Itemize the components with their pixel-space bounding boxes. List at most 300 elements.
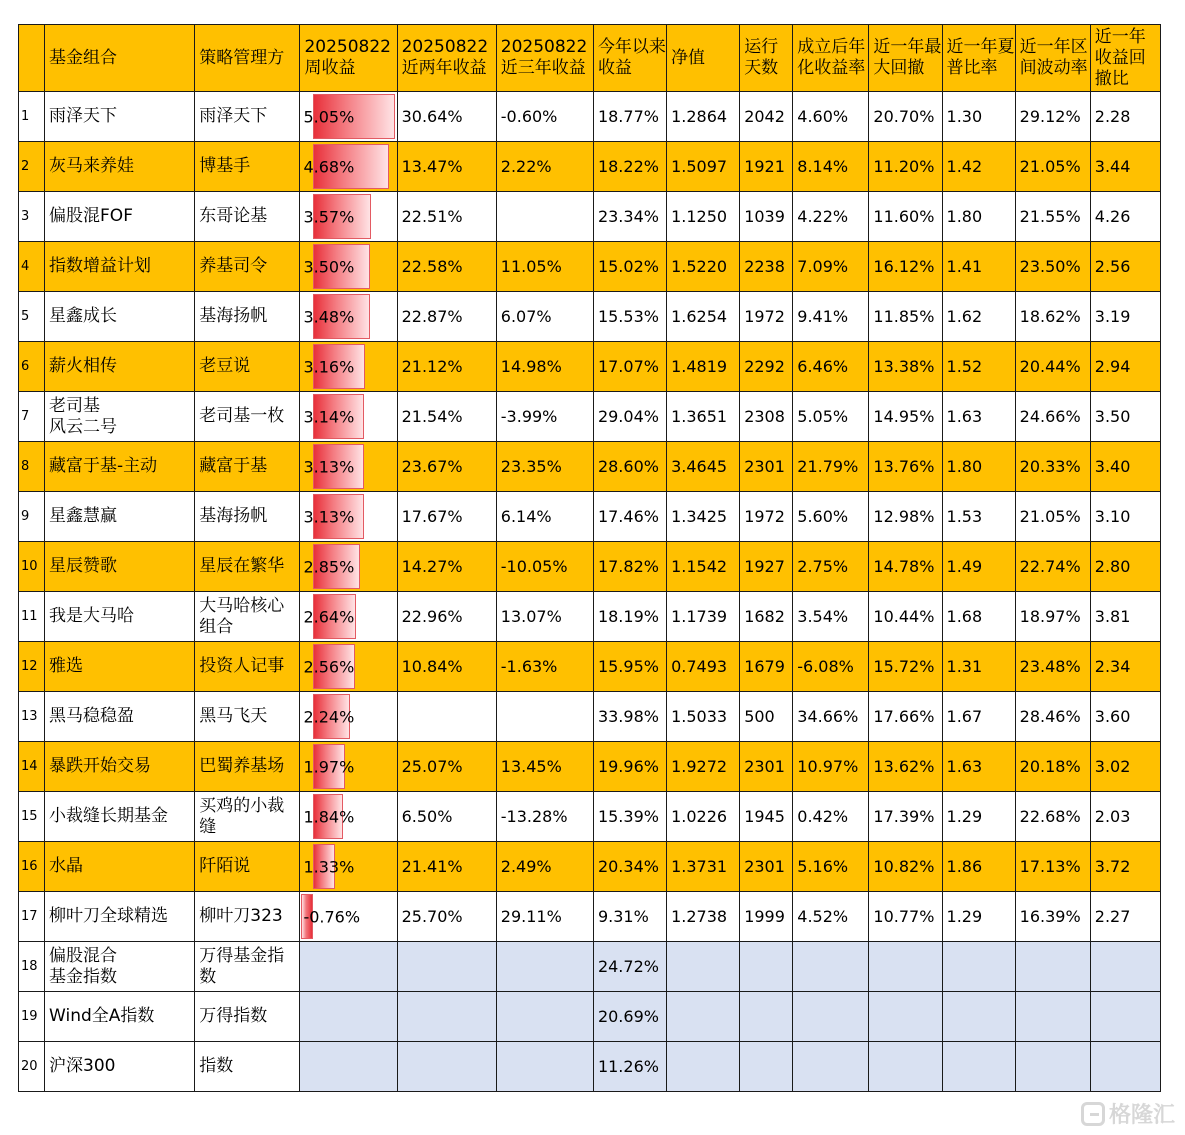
cell-sharpe: 1.86 xyxy=(942,842,1015,892)
cell-sharpe: 1.68 xyxy=(942,592,1015,642)
cell-days xyxy=(740,942,793,992)
weekly-return-cell xyxy=(300,292,397,342)
cell-two-year: 10.84% xyxy=(397,642,496,692)
cell-sharpe: 1.29 xyxy=(942,892,1015,942)
cell-days: 1999 xyxy=(740,892,793,942)
column-header: 近一年收益回撤比 xyxy=(1090,25,1160,92)
cell-days: 2238 xyxy=(740,242,793,292)
row-index: 3 xyxy=(19,192,45,242)
cell-volatility: 21.55% xyxy=(1015,192,1090,242)
cell-max-dd: 14.95% xyxy=(869,392,942,442)
weekly-return-value: 1.33% xyxy=(303,857,355,876)
cell-days: 2292 xyxy=(740,342,793,392)
manager-name: 老司基一枚 xyxy=(195,392,300,442)
cell-max-dd: 17.39% xyxy=(869,792,942,842)
fund-name: 偏股混FOF xyxy=(45,192,195,242)
fund-row xyxy=(19,242,1161,292)
row-index: 2 xyxy=(19,142,45,192)
cell-two-year: 6.50% xyxy=(397,792,496,842)
row-index: 1 xyxy=(19,92,45,142)
row-index: 8 xyxy=(19,442,45,492)
cell-ytd: 18.77% xyxy=(593,92,666,142)
manager-name: 万得指数 xyxy=(195,992,300,1042)
weekly-return-value: 3.13% xyxy=(303,507,355,526)
cell-three-year: 13.07% xyxy=(496,592,593,642)
fund-row xyxy=(19,592,1161,642)
watermark xyxy=(1081,1098,1175,1129)
cell-ytd: 20.34% xyxy=(593,842,666,892)
cell-days: 2301 xyxy=(740,442,793,492)
cell-ret-dd: 3.81 xyxy=(1090,592,1160,642)
cell-ret-dd: 3.10 xyxy=(1090,492,1160,542)
cell-three-year xyxy=(496,942,593,992)
cell-nav: 1.0226 xyxy=(667,792,740,842)
cell-three-year: -0.60% xyxy=(496,92,593,142)
cell-max-dd xyxy=(869,1042,942,1092)
cell-ytd: 17.82% xyxy=(593,542,666,592)
weekly-return-value: 2.24% xyxy=(303,707,355,726)
manager-name: 巴蜀养基场 xyxy=(195,742,300,792)
cell-ret-dd: 3.02 xyxy=(1090,742,1160,792)
column-header: 策略管理方 xyxy=(195,25,300,92)
weekly-return-value: 3.13% xyxy=(303,457,355,476)
cell-two-year: 22.96% xyxy=(397,592,496,642)
cell-annualized: 5.60% xyxy=(793,492,869,542)
cell-two-year: 21.12% xyxy=(397,342,496,392)
cell-ytd: 18.22% xyxy=(593,142,666,192)
fund-row xyxy=(19,392,1161,442)
manager-name: 指数 xyxy=(195,1042,300,1092)
cell-ytd: 9.31% xyxy=(593,892,666,942)
fund-row xyxy=(19,642,1161,692)
cell-ytd: 24.72% xyxy=(593,942,666,992)
cell-ytd: 15.95% xyxy=(593,642,666,692)
cell-nav: 1.2864 xyxy=(667,92,740,142)
manager-name: 黑马飞天 xyxy=(195,692,300,742)
fund-row xyxy=(19,492,1161,542)
weekly-return-cell xyxy=(300,542,397,592)
cell-two-year: 25.70% xyxy=(397,892,496,942)
manager-name: 阡陌说 xyxy=(195,842,300,892)
cell-days: 1927 xyxy=(740,542,793,592)
cell-annualized xyxy=(793,992,869,1042)
fund-performance-table xyxy=(18,24,1161,1092)
cell-days: 2301 xyxy=(740,742,793,792)
fund-row xyxy=(19,442,1161,492)
cell-days: 2042 xyxy=(740,92,793,142)
cell-ret-dd: 2.80 xyxy=(1090,542,1160,592)
fund-row xyxy=(19,792,1161,842)
weekly-return-value: 2.56% xyxy=(303,657,355,676)
weekly-return-cell xyxy=(300,592,397,642)
cell-ret-dd: 2.03 xyxy=(1090,792,1160,842)
cell-sharpe: 1.63 xyxy=(942,392,1015,442)
cell-max-dd: 10.77% xyxy=(869,892,942,942)
cell-days: 1945 xyxy=(740,792,793,842)
fund-row xyxy=(19,742,1161,792)
cell-nav xyxy=(667,942,740,992)
fund-name: Wind全A指数 xyxy=(45,992,195,1042)
cell-two-year: 22.58% xyxy=(397,242,496,292)
cell-days: 2301 xyxy=(740,842,793,892)
cell-three-year xyxy=(496,992,593,1042)
weekly-return-cell xyxy=(300,442,397,492)
cell-ret-dd: 3.19 xyxy=(1090,292,1160,342)
cell-three-year: -1.63% xyxy=(496,642,593,692)
cell-two-year xyxy=(397,1042,496,1092)
cell-sharpe: 1.80 xyxy=(942,192,1015,242)
cell-max-dd: 13.38% xyxy=(869,342,942,392)
cell-volatility xyxy=(1015,942,1090,992)
weekly-return-value: 3.57% xyxy=(303,207,355,226)
cell-volatility: 24.66% xyxy=(1015,392,1090,442)
cell-sharpe: 1.41 xyxy=(942,242,1015,292)
cell-volatility xyxy=(1015,1042,1090,1092)
row-index: 20 xyxy=(19,1042,45,1092)
cell-sharpe: 1.31 xyxy=(942,642,1015,692)
cell-sharpe xyxy=(942,992,1015,1042)
cell-sharpe xyxy=(942,942,1015,992)
cell-volatility: 21.05% xyxy=(1015,492,1090,542)
cell-ret-dd: 2.34 xyxy=(1090,642,1160,692)
cell-ret-dd: 2.28 xyxy=(1090,92,1160,142)
cell-nav: 1.2738 xyxy=(667,892,740,942)
cell-annualized: 34.66% xyxy=(793,692,869,742)
manager-name: 老豆说 xyxy=(195,342,300,392)
row-index: 19 xyxy=(19,992,45,1042)
fund-name: 水晶 xyxy=(45,842,195,892)
cell-nav: 1.3731 xyxy=(667,842,740,892)
cell-ret-dd: 2.94 xyxy=(1090,342,1160,392)
cell-nav: 1.4819 xyxy=(667,342,740,392)
weekly-return-cell xyxy=(300,492,397,542)
cell-three-year xyxy=(496,192,593,242)
fund-name: 小裁缝长期基金 xyxy=(45,792,195,842)
cell-ret-dd: 3.50 xyxy=(1090,392,1160,442)
row-index: 14 xyxy=(19,742,45,792)
cell-three-year: -3.99% xyxy=(496,392,593,442)
fund-row xyxy=(19,192,1161,242)
cell-two-year xyxy=(397,942,496,992)
weekly-return-cell xyxy=(300,842,397,892)
row-index: 11 xyxy=(19,592,45,642)
column-header: 近一年区间波动率 xyxy=(1015,25,1090,92)
weekly-return-value: 3.14% xyxy=(303,407,355,426)
cell-annualized: 5.16% xyxy=(793,842,869,892)
cell-volatility: 16.39% xyxy=(1015,892,1090,942)
cell-sharpe: 1.63 xyxy=(942,742,1015,792)
cell-two-year: 17.67% xyxy=(397,492,496,542)
cell-three-year: 23.35% xyxy=(496,442,593,492)
cell-nav: 0.7493 xyxy=(667,642,740,692)
cell-ytd: 18.19% xyxy=(593,592,666,642)
cell-nav: 1.6254 xyxy=(667,292,740,342)
cell-ytd: 29.04% xyxy=(593,392,666,442)
cell-volatility: 22.68% xyxy=(1015,792,1090,842)
weekly-return-value: 1.84% xyxy=(303,807,355,826)
cell-two-year xyxy=(397,992,496,1042)
cell-volatility: 22.74% xyxy=(1015,542,1090,592)
cell-two-year: 14.27% xyxy=(397,542,496,592)
cell-ret-dd xyxy=(1090,942,1160,992)
cell-three-year: 6.07% xyxy=(496,292,593,342)
cell-sharpe: 1.80 xyxy=(942,442,1015,492)
manager-name: 投资人记事 xyxy=(195,642,300,692)
cell-annualized: 4.22% xyxy=(793,192,869,242)
weekly-return-cell xyxy=(300,1042,397,1092)
cell-annualized xyxy=(793,1042,869,1092)
cell-sharpe: 1.30 xyxy=(942,92,1015,142)
cell-three-year: 6.14% xyxy=(496,492,593,542)
cell-volatility: 20.33% xyxy=(1015,442,1090,492)
cell-three-year: 11.05% xyxy=(496,242,593,292)
cell-ytd: 23.34% xyxy=(593,192,666,242)
cell-days: 2308 xyxy=(740,392,793,442)
cell-ret-dd: 3.44 xyxy=(1090,142,1160,192)
cell-max-dd: 15.72% xyxy=(869,642,942,692)
row-index: 5 xyxy=(19,292,45,342)
cell-annualized: 21.79% xyxy=(793,442,869,492)
cell-three-year: -10.05% xyxy=(496,542,593,592)
fund-row xyxy=(19,542,1161,592)
cell-ytd: 17.07% xyxy=(593,342,666,392)
row-index: 17 xyxy=(19,892,45,942)
cell-two-year: 22.51% xyxy=(397,192,496,242)
benchmark-row xyxy=(19,992,1161,1042)
cell-two-year: 21.41% xyxy=(397,842,496,892)
cell-ytd: 11.26% xyxy=(593,1042,666,1092)
fund-row xyxy=(19,892,1161,942)
cell-sharpe: 1.49 xyxy=(942,542,1015,592)
manager-name: 大马哈核心组合 xyxy=(195,592,300,642)
cell-days: 1921 xyxy=(740,142,793,192)
cell-days: 1972 xyxy=(740,492,793,542)
cell-max-dd: 10.44% xyxy=(869,592,942,642)
cell-annualized: 6.46% xyxy=(793,342,869,392)
cell-ret-dd: 3.40 xyxy=(1090,442,1160,492)
cell-ret-dd xyxy=(1090,992,1160,1042)
cell-max-dd: 13.76% xyxy=(869,442,942,492)
fund-name: 雨泽天下 xyxy=(45,92,195,142)
cell-ytd: 15.39% xyxy=(593,792,666,842)
cell-nav: 1.5033 xyxy=(667,692,740,742)
manager-name: 基海扬帆 xyxy=(195,292,300,342)
cell-volatility: 18.97% xyxy=(1015,592,1090,642)
weekly-return-value: 3.50% xyxy=(303,257,355,276)
cell-max-dd: 20.70% xyxy=(869,92,942,142)
cell-max-dd: 11.85% xyxy=(869,292,942,342)
cell-annualized: 10.97% xyxy=(793,742,869,792)
cell-nav: 1.9272 xyxy=(667,742,740,792)
cell-nav: 1.3425 xyxy=(667,492,740,542)
row-index: 9 xyxy=(19,492,45,542)
cell-volatility: 29.12% xyxy=(1015,92,1090,142)
column-header: 20250822周收益 xyxy=(300,25,397,92)
weekly-return-cell xyxy=(300,642,397,692)
row-index: 16 xyxy=(19,842,45,892)
column-header: 基金组合 xyxy=(45,25,195,92)
cell-annualized: -6.08% xyxy=(793,642,869,692)
cell-sharpe: 1.62 xyxy=(942,292,1015,342)
cell-ret-dd: 2.27 xyxy=(1090,892,1160,942)
fund-row xyxy=(19,842,1161,892)
cell-sharpe: 1.42 xyxy=(942,142,1015,192)
manager-name: 养基司令 xyxy=(195,242,300,292)
cell-three-year xyxy=(496,1042,593,1092)
cell-nav: 1.1250 xyxy=(667,192,740,242)
weekly-return-cell xyxy=(300,192,397,242)
fund-name: 星辰赞歌 xyxy=(45,542,195,592)
cell-ret-dd xyxy=(1090,1042,1160,1092)
manager-name: 博基手 xyxy=(195,142,300,192)
weekly-return-cell xyxy=(300,992,397,1042)
cell-nav: 1.5220 xyxy=(667,242,740,292)
cell-nav: 1.5097 xyxy=(667,142,740,192)
manager-name: 东哥论基 xyxy=(195,192,300,242)
cell-max-dd: 12.98% xyxy=(869,492,942,542)
cell-days: 1039 xyxy=(740,192,793,242)
cell-two-year: 23.67% xyxy=(397,442,496,492)
cell-volatility: 20.18% xyxy=(1015,742,1090,792)
cell-nav xyxy=(667,1042,740,1092)
manager-name: 雨泽天下 xyxy=(195,92,300,142)
row-index: 12 xyxy=(19,642,45,692)
cell-days: 500 xyxy=(740,692,793,742)
row-index: 13 xyxy=(19,692,45,742)
manager-name: 藏富于基 xyxy=(195,442,300,492)
cell-volatility: 28.46% xyxy=(1015,692,1090,742)
weekly-return-cell xyxy=(300,242,397,292)
cell-annualized: 2.75% xyxy=(793,542,869,592)
fund-name: 灰马来养娃 xyxy=(45,142,195,192)
cell-three-year: 2.49% xyxy=(496,842,593,892)
weekly-return-cell xyxy=(300,392,397,442)
fund-row xyxy=(19,142,1161,192)
cell-nav: 1.3651 xyxy=(667,392,740,442)
weekly-return-value: 2.64% xyxy=(303,607,355,626)
fund-name: 老司基 风云二号 xyxy=(45,392,195,442)
fund-name: 我是大马哈 xyxy=(45,592,195,642)
cell-annualized: 4.60% xyxy=(793,92,869,142)
cell-three-year: 29.11% xyxy=(496,892,593,942)
cell-ytd: 15.02% xyxy=(593,242,666,292)
fund-name: 黑马稳稳盈 xyxy=(45,692,195,742)
cell-volatility: 20.44% xyxy=(1015,342,1090,392)
fund-row xyxy=(19,692,1161,742)
fund-name: 指数增益计划 xyxy=(45,242,195,292)
column-header: 20250822近两年收益 xyxy=(397,25,496,92)
cell-three-year xyxy=(496,692,593,742)
cell-ret-dd: 4.26 xyxy=(1090,192,1160,242)
fund-row xyxy=(19,292,1161,342)
fund-name: 暴跌开始交易 xyxy=(45,742,195,792)
watermark-text: 格隆汇 xyxy=(1108,1103,1175,1128)
manager-name: 柳叶刀323 xyxy=(195,892,300,942)
cell-three-year: 13.45% xyxy=(496,742,593,792)
cell-ytd: 15.53% xyxy=(593,292,666,342)
fund-row xyxy=(19,342,1161,392)
cell-two-year xyxy=(397,692,496,742)
cell-annualized: 4.52% xyxy=(793,892,869,942)
cell-nav: 1.1739 xyxy=(667,592,740,642)
cell-max-dd xyxy=(869,942,942,992)
cell-ytd: 20.69% xyxy=(593,992,666,1042)
cell-two-year: 21.54% xyxy=(397,392,496,442)
manager-name: 买鸡的小裁缝 xyxy=(195,792,300,842)
cell-ret-dd: 3.60 xyxy=(1090,692,1160,742)
weekly-return-cell xyxy=(300,692,397,742)
cell-days xyxy=(740,992,793,1042)
cell-days: 1682 xyxy=(740,592,793,642)
cell-max-dd: 14.78% xyxy=(869,542,942,592)
cell-nav: 3.4645 xyxy=(667,442,740,492)
cell-annualized xyxy=(793,942,869,992)
cell-three-year: -13.28% xyxy=(496,792,593,842)
cell-sharpe: 1.67 xyxy=(942,692,1015,742)
cell-ret-dd: 2.56 xyxy=(1090,242,1160,292)
cell-nav: 1.1542 xyxy=(667,542,740,592)
weekly-return-cell xyxy=(300,342,397,392)
cell-volatility: 23.50% xyxy=(1015,242,1090,292)
cell-days: 1972 xyxy=(740,292,793,342)
fund-name: 薪火相传 xyxy=(45,342,195,392)
weekly-return-value: -0.76% xyxy=(303,907,361,926)
cell-annualized: 7.09% xyxy=(793,242,869,292)
manager-name: 万得基金指数 xyxy=(195,942,300,992)
cell-three-year: 14.98% xyxy=(496,342,593,392)
cell-sharpe: 1.29 xyxy=(942,792,1015,842)
cell-max-dd: 11.20% xyxy=(869,142,942,192)
weekly-return-cell xyxy=(300,942,397,992)
cell-annualized: 3.54% xyxy=(793,592,869,642)
cell-sharpe: 1.52 xyxy=(942,342,1015,392)
column-header xyxy=(19,25,45,92)
column-header: 近一年夏普比率 xyxy=(942,25,1015,92)
weekly-return-cell xyxy=(300,92,397,142)
row-index: 18 xyxy=(19,942,45,992)
weekly-return-value: 3.48% xyxy=(303,307,355,326)
weekly-return-value: 5.05% xyxy=(303,107,355,126)
cell-max-dd: 17.66% xyxy=(869,692,942,742)
column-header: 20250822近三年收益 xyxy=(496,25,593,92)
row-index: 4 xyxy=(19,242,45,292)
fund-row xyxy=(19,92,1161,142)
manager-name: 基海扬帆 xyxy=(195,492,300,542)
weekly-return-cell xyxy=(300,892,397,942)
weekly-return-cell xyxy=(300,742,397,792)
column-header: 成立后年化收益率 xyxy=(793,25,869,92)
cell-max-dd: 11.60% xyxy=(869,192,942,242)
cell-nav xyxy=(667,992,740,1042)
row-index: 7 xyxy=(19,392,45,442)
cell-two-year: 13.47% xyxy=(397,142,496,192)
cell-volatility xyxy=(1015,992,1090,1042)
column-header: 运行天数 xyxy=(740,25,793,92)
fund-name: 藏富于基-主动 xyxy=(45,442,195,492)
cell-ytd: 33.98% xyxy=(593,692,666,742)
column-header: 近一年最大回撤 xyxy=(869,25,942,92)
cell-volatility: 17.13% xyxy=(1015,842,1090,892)
weekly-return-value: 1.97% xyxy=(303,757,355,776)
weekly-return-value: 2.85% xyxy=(303,557,355,576)
cell-annualized: 9.41% xyxy=(793,292,869,342)
watermark-logo-icon xyxy=(1081,1102,1105,1126)
cell-volatility: 23.48% xyxy=(1015,642,1090,692)
cell-volatility: 18.62% xyxy=(1015,292,1090,342)
weekly-return-value: 3.16% xyxy=(303,357,355,376)
cell-two-year: 30.64% xyxy=(397,92,496,142)
cell-max-dd: 10.82% xyxy=(869,842,942,892)
